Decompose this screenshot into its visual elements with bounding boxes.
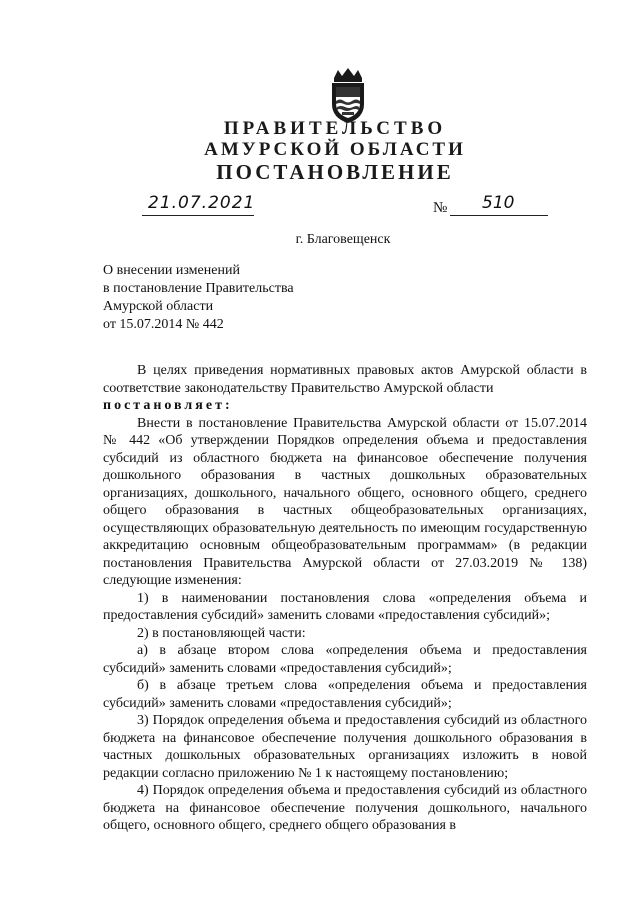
date-value: 21.07.2021 xyxy=(148,193,256,213)
subject-line: Амурской области xyxy=(103,299,214,314)
subject-line: в постановление Правительства xyxy=(103,281,294,296)
intro-paragraph: В целях приведения нормативных правовых актов Амурской области в соответствие законодательству Правительство Амурской области xyxy=(103,363,587,396)
number-label: № xyxy=(433,200,448,216)
city: г. Благовещенск xyxy=(295,232,391,247)
list-item: б) в абзаце третьем слова «определения объема и предоставления субсидий» заменить словами «предоставления субсидий»; xyxy=(103,678,587,711)
document-date xyxy=(142,193,254,216)
list-item: 2) в постановляющей части: xyxy=(137,625,306,641)
list-item: 1) в наименовании постановления слова «определения объема и предоставления субсидий» заменить словами «предоставления субсидий»; xyxy=(103,590,587,623)
document-body xyxy=(103,362,587,835)
resolves-word: постановляет: xyxy=(103,398,233,413)
document-number: 510 xyxy=(482,193,515,213)
list-item: 3) Порядок определения объема и предоставления субсидий из областного бюджета на финансовое обеспечение получения дошкольного образования в частных дошкольных образовательных организациях изложить в новой редакции согласно приложению № 1 к настоящему постановлению; xyxy=(103,713,587,781)
coat-of-arms-icon xyxy=(326,68,370,124)
paragraph-main: Внести в постановление Правительства Амурской области от 15.07.2014 № 442 «Об утверждении Порядков определения объема и предоставления субсидий из областного бюджета на финансовое обеспечение получения дошкольного образования в частных дошкольных образовательных организациях, дошкольного, начального общего, основного общего, среднего общего образования в частных общеобразовательных организациях, осуществляющих образовательную деятельность по имеющим государственную аккредитацию основным общеобразовательным программам» (в редакции постановления Правительства Амурской области от 27.03.2019 № 138) следующие изменения: xyxy=(103,415,587,588)
document-type: ПОСТАНОВЛЕНИЕ xyxy=(216,160,454,184)
organization-region: АМУРСКОЙ ОБЛАСТИ xyxy=(204,139,466,160)
subject-line: от 15.07.2014 № 442 xyxy=(103,317,224,332)
organization-name: ПРАВИТЕЛЬСТВО xyxy=(223,118,447,139)
document-subject xyxy=(103,262,294,334)
subject-line: О внесении изменений xyxy=(103,263,240,278)
list-item: 4) Порядок определения объема и предоставления субсидий из областного бюджета на финансовое обеспечение получения дошкольного, начального общего, основного общего, среднего общего образования в xyxy=(103,783,587,833)
list-item: а) в абзаце втором слова «определения объема и предоставления субсидий» заменить словами «предоставления субсидий»; xyxy=(103,643,587,676)
